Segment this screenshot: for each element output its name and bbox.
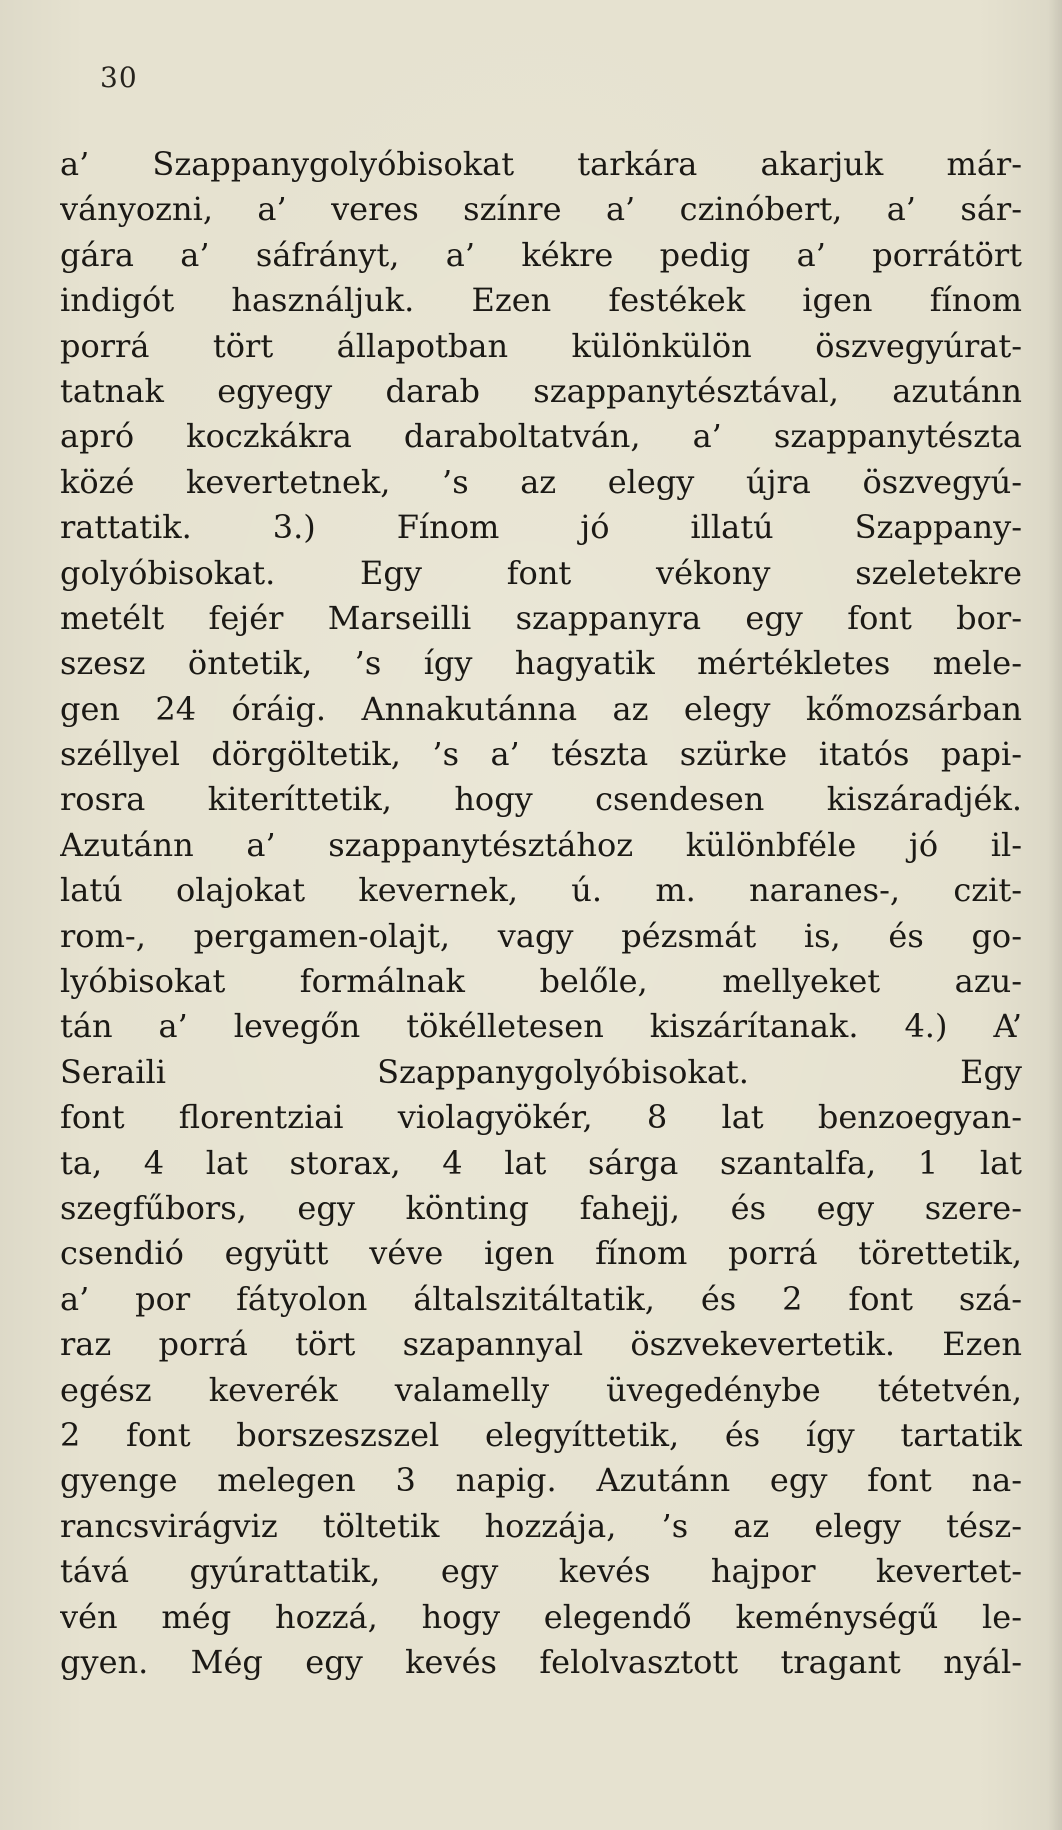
text-line: indigót használjuk. Ezen festékek igen fínom [60,281,1022,320]
page-number: 30 [100,61,138,94]
text-line: raz porrá tört szapannyal öszvekevertetik. Ezen [60,1325,1022,1364]
text-line: ta, 4 lat storax, 4 lat sárga szantalfa, 1 lat [60,1143,1022,1182]
text-line: ványozni, a’ veres színre a’ czinóbert, a’ sár- [60,190,1022,229]
text-line: Seraili Szappanygolyóbisokat. Egy [60,1052,1022,1091]
text-line: csendió együtt véve igen fínom porrá törettetik, [60,1234,1022,1273]
text-line: lyóbisokat formálnak belőle, mellyeket azu- [60,962,1022,1001]
text-line: tává gyúrattatik, egy kevés hajpor kevertet- [60,1552,1022,1591]
text-line: rosra kiteríttetik, hogy csendesen kiszáradjék. [60,780,1022,819]
text-line: széllyel dörgöltetik, ’s a’ tészta szürke itatós papi- [60,735,1022,774]
text-line: egész keverék valamelly üvegedénybe tétetvén, [60,1370,1022,1409]
text-line: vén még hozzá, hogy elegendő keménységű le- [60,1597,1022,1636]
text-line: Azutánn a’ szappanytésztához különbféle jó il- [60,825,1022,864]
text-line: font florentziai violagyökér, 8 lat benzoegyan- [60,1098,1022,1137]
text-line: rancsvirágviz töltetik hozzája, ’s az elegy tész- [60,1506,1022,1545]
text-line: közé kevertetnek, ’s az elegy újra öszvegyú- [60,462,1022,501]
text-line: szegfűbors, egy könting fahejj, és egy szere- [60,1188,1022,1227]
text-line: a’ Szappanygolyóbisokat tarkára akarjuk már- [60,145,1022,183]
text-line: tán a’ levegőn tökélletesen kiszárítanak. 4.) A’ [60,1007,1022,1046]
text-line: porrá tört állapotban különkülön öszvegyúrat- [60,326,1022,365]
page-edge-shadow [1048,0,1062,1830]
text-line: a’ por fátyolon általszitáltatik, és 2 font szá- [60,1279,1022,1318]
text-line: gen 24 óráig. Annakutánna az elegy kőmozsárban [60,689,1022,728]
body-text [60,142,1022,1685]
text-line: metélt fejér Marseilli szappanyra egy font bor- [60,598,1022,637]
text-line: rom-, pergamen-olajt, vagy pézsmát is, és go- [60,916,1022,955]
text-line: apró koczkákra daraboltatván, a’ szappanytészta [60,417,1022,456]
text-line: latú olajokat kevernek, ú. m. naranes-, czit- [60,871,1022,910]
text-line: szesz öntetik, ’s így hagyatik mértékletes mele- [60,644,1022,683]
text-line: gyen. Még egy kevés felolvasztott tragant nyál- [60,1642,1022,1681]
text-line: rattatik. 3.) Fínom jó illatú Szappany- [60,508,1022,547]
text-line: tatnak egyegy darab szappanytésztával, azutánn [60,371,1022,410]
text-line: gára a’ sáfrányt, a’ kékre pedig a’ porrátört [60,235,1022,274]
text-line: 2 font borszeszszel elegyíttetik, és így tartatik [60,1415,1022,1454]
text-line: golyóbisokat. Egy font vékony szeletekre [60,553,1022,592]
text-line: gyenge melegen 3 napig. Azutánn egy font na- [60,1461,1022,1500]
